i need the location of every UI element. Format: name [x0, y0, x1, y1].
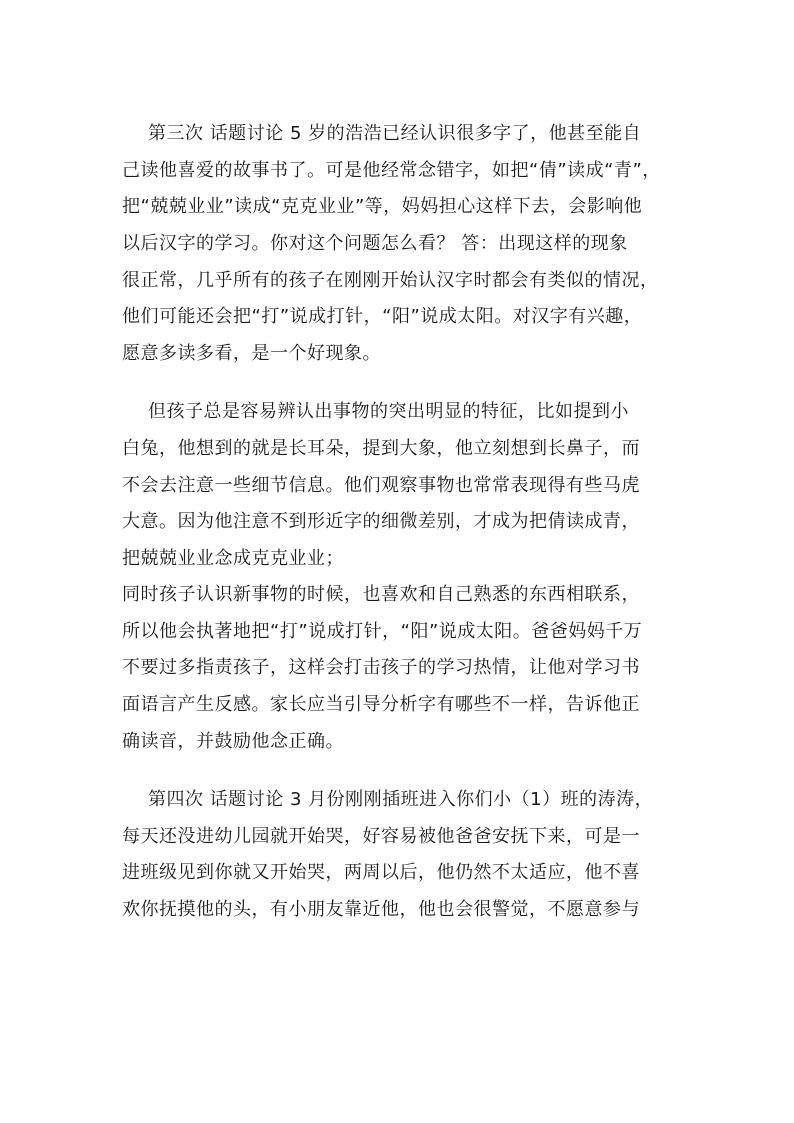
- paragraph-2-line-8: 不要过多指责孩子，这样会打击孩子的学习热情，让他对学习书: [122, 657, 640, 678]
- paragraph-1-line-1: 第三次 话题讨论 5 岁的浩浩已经认识很多字了，他甚至能自: [148, 123, 642, 144]
- paragraph-3-line-2: 每天还没进幼儿园就开始哭，好容易被他爸爸安抚下来，可是一: [122, 826, 640, 847]
- paragraph-2-line-6: 同时孩子认识新事物的时候，也喜欢和自己熟悉的东西相联系，: [122, 584, 640, 605]
- paragraph-2-line-7: 所以他会执著地把“打”说成打针，“阳”说成太阳。爸爸妈妈千万: [122, 621, 643, 642]
- paragraph-1-line-7: 愿意多读多看，是一个好现象。: [122, 343, 381, 364]
- paragraph-3-line-1: 第四次 话题讨论 3 月份刚刚插班进入你们小（1）班的涛涛，: [148, 789, 654, 810]
- paragraph-2-line-4: 大意。因为他注意不到形近字的细微差别，才成为把倩读成青，: [122, 511, 640, 532]
- paragraph-2-line-5: 把兢兢业业念成克克业业；: [122, 548, 344, 569]
- paragraph-1-line-6: 他们可能还会把“打”说成打针，“阳”说成太阳。对汉字有兴趣，: [122, 306, 643, 327]
- paragraph-1-line-5: 很正常，几乎所有的孩子在刚刚开始认汉字时都会有类似的情况，: [122, 270, 659, 291]
- paragraph-1-line-4: 以后汉字的学习。你对这个问题怎么看？ 答：出现这样的现象: [122, 233, 628, 254]
- paragraph-3-line-3: 进班级见到你就又开始哭，两周以后，他仍然不太适应，他不喜: [122, 862, 640, 883]
- paragraph-1-line-3: 把“兢兢业业”读成“克克业业”等，妈妈担心这样下去，会影响他: [122, 196, 643, 217]
- paragraph-3-line-4: 欢你抚摸他的头，有小朋友靠近他，他也会很警觉，不愿意参与: [122, 899, 640, 920]
- paragraph-2-line-10: 确读音，并鼓励他念正确。: [122, 731, 344, 752]
- paragraph-2-line-3: 不会去注意一些细节信息。他们观察事物也常常表现得有些马虎: [122, 475, 640, 496]
- paragraph-2-line-1: 但孩子总是容易辨认出事物的突出明显的特征，比如提到小: [148, 401, 629, 422]
- paragraph-1-line-2: 己读他喜爱的故事书了。可是他经常念错字，如把“倩”读成“青”，: [122, 160, 661, 181]
- paragraph-2-line-2: 白兔，他想到的就是长耳朵，提到大象，他立刻想到长鼻子，而: [122, 438, 640, 459]
- paragraph-2-line-9: 面语言产生反感。家长应当引导分析字有哪些不一样，告诉他正: [122, 694, 640, 715]
